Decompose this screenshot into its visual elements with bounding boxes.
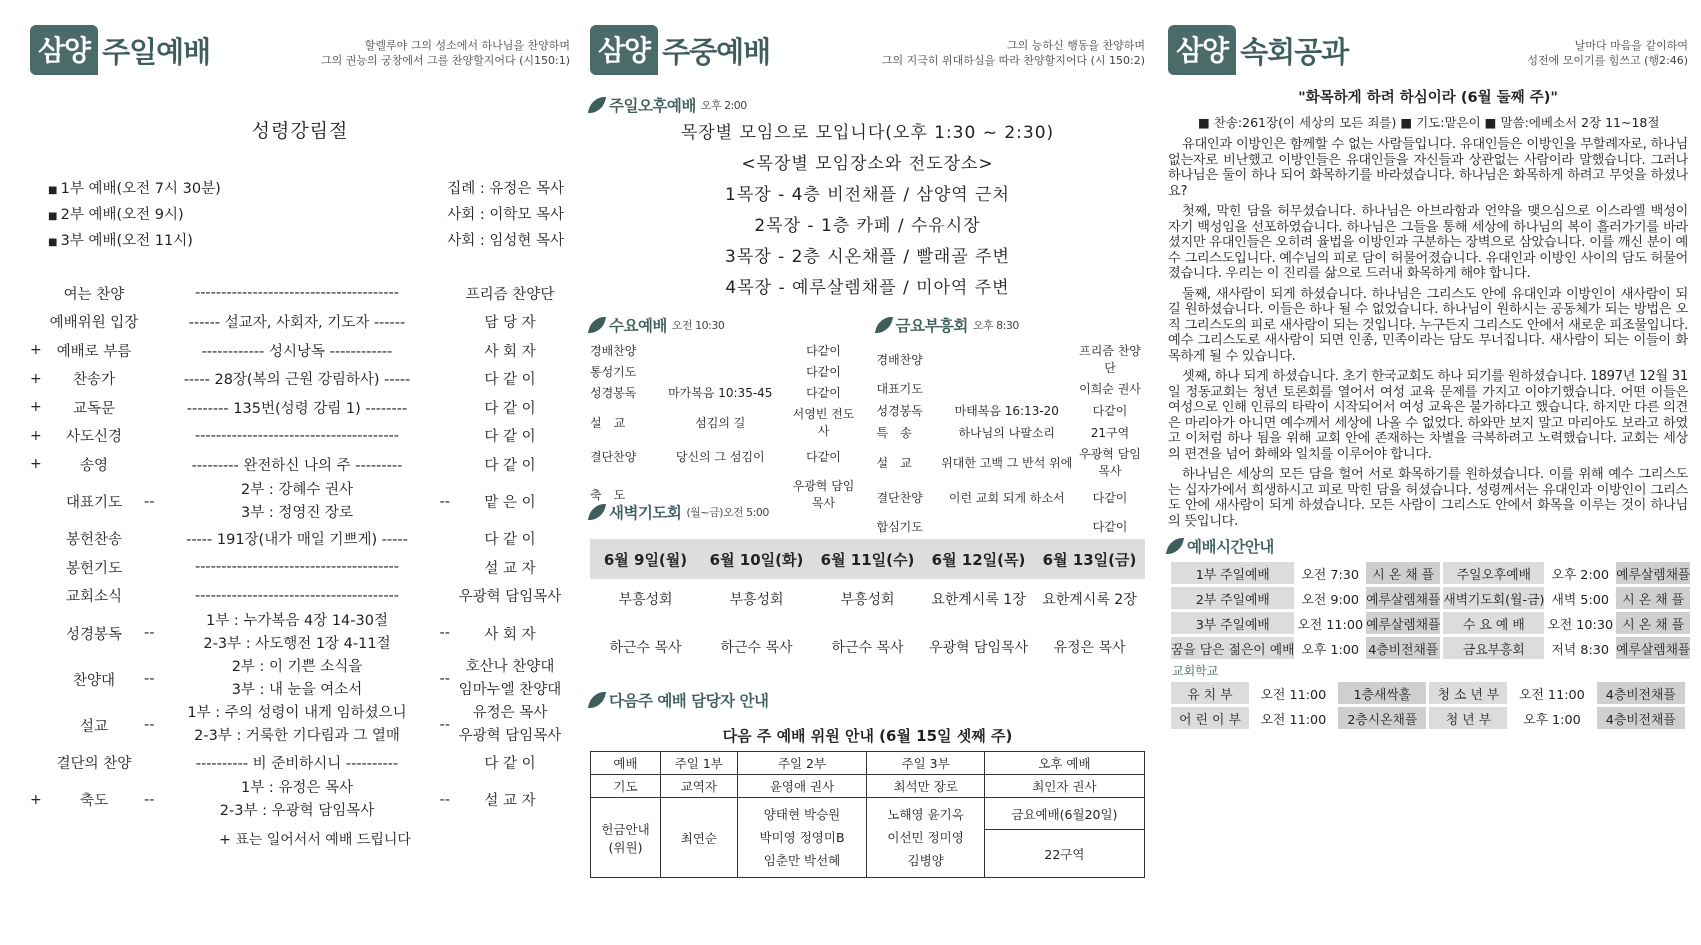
section-title: 주일예배 — [102, 34, 211, 69]
order-row — [30, 279, 570, 308]
leaf-icon — [874, 317, 892, 333]
stand-marker: + — [30, 427, 42, 444]
order-item-content: ------ 설교자, 사회자, 기도자 ------ — [188, 315, 406, 332]
line-1: 1부 : 누가복음 4장 14-30절 — [206, 613, 388, 629]
stand-marker: + — [30, 399, 42, 416]
time-cell: 오전 11:00 — [1297, 617, 1364, 633]
time-row — [1171, 612, 1690, 634]
header-cell: 오후 예배 — [984, 752, 1144, 775]
header-row — [591, 752, 1145, 775]
order-item-name: 교독문 — [72, 400, 116, 417]
time-cell: 오전 7:30 — [1301, 567, 1360, 583]
order-row — [30, 748, 570, 777]
name: 양태현 박승원 — [763, 807, 841, 822]
order-row — [30, 656, 570, 702]
time-cell: 예루살렘채플 — [1616, 637, 1690, 659]
cell-1: 마태복음 16:13-20 — [954, 403, 1059, 418]
cell-0: 경배찬양 — [876, 352, 923, 367]
time-cell: 오전 10:30 — [1547, 617, 1614, 633]
header-verse: 그의 능하신 행동을 찬양하며 그의 지극히 위대하심을 따라 찬양할지어다 (시 150:2) — [881, 39, 1145, 67]
cell-0: 대표기도 — [876, 382, 923, 396]
order-row — [30, 365, 570, 394]
cell-lesson-column — [1168, 0, 1691, 945]
dawn-text: 요한계시록 1장 — [931, 592, 1026, 608]
lesson-title: "화목하게 하려 하심이라 (6월 둘째 주)" — [1298, 90, 1558, 106]
leader-1: 호산나 찬양대 — [465, 659, 555, 675]
header-weekday — [590, 22, 1145, 80]
header-verse: 할렐루야 그의 성소에서 하나님을 찬양하며 그의 권능의 궁창에서 그를 찬양할지어다 (시150:1) — [320, 39, 570, 67]
time-row — [1171, 682, 1685, 704]
next-week-heading: 다음주 예배 담당자 안내 — [590, 689, 1145, 711]
order-item-name: 봉헌기도 — [65, 560, 123, 577]
next-week-title: 다음 주 예배 위원 안내 (6월 15일 셋째 주) — [722, 727, 1013, 745]
cell-2: 21구역 — [1090, 425, 1130, 440]
cell-2: 우광혁 담임목사 — [792, 479, 855, 510]
order-item-name: 찬송가 — [72, 372, 116, 389]
dash-left: -- — [144, 717, 155, 733]
cell-1 — [652, 361, 789, 382]
logo — [1168, 22, 1348, 78]
line-2: 3부 : 내 눈을 여소서 — [231, 682, 363, 698]
service-leader: 사회 : 임성현 목사 — [447, 233, 564, 249]
leaf-icon — [588, 317, 606, 333]
day: 6월 12일(목) — [931, 550, 1026, 569]
dawn-leader: 유정은 목사 — [1053, 640, 1126, 656]
time-cell: 3부 주일예배 — [1171, 612, 1294, 634]
time-cell: 2부 주일예배 — [1171, 587, 1294, 609]
afternoon-line: 1목장 - 4층 비전채플 / 삼양역 근처 — [725, 185, 1010, 205]
dawn-days — [590, 539, 1145, 579]
order-item-content — [154, 777, 439, 823]
cell-2: 우광혁 담임목사 — [1079, 447, 1141, 478]
wednesday-order — [590, 340, 859, 517]
header-lesson — [1168, 22, 1688, 80]
dash-right: -- — [439, 493, 450, 510]
order-item-leader: 다 같 이 — [484, 429, 536, 446]
section-title: 속회공과 — [1240, 34, 1349, 69]
order-item-name: 성경봉독 — [65, 626, 123, 643]
order-item-name: 대표기도 — [65, 495, 123, 511]
friday-label: 금요예배(6월20일) — [984, 798, 1144, 830]
name: 노해영 윤기옥 — [887, 807, 964, 822]
order-item-content: --------------------------------------- — [194, 587, 400, 604]
service-leader: 집례 : 유정은 목사 — [447, 181, 564, 197]
time-cell: 오전 11:00 — [1519, 687, 1585, 703]
time-cell: 4층비전채플 — [1597, 707, 1686, 729]
stand-marker: + — [30, 370, 42, 387]
order-row — [877, 513, 1146, 539]
name: 김병양 — [907, 853, 944, 868]
time-cell: 오후 1:00 — [1301, 642, 1360, 658]
time-cell: 시 온 채 플 — [1616, 612, 1690, 634]
service-row — [30, 203, 570, 229]
next-week-table — [590, 751, 1145, 878]
order-row — [30, 610, 570, 656]
order-item-leader: 프리즘 찬양단 — [465, 286, 555, 303]
times-heading: 예배시간안내 — [1168, 535, 1688, 557]
time-cell: 시 온 채 플 — [1616, 587, 1690, 609]
order-row — [877, 399, 1146, 421]
cell-2: 프리즘 찬양단 — [1079, 344, 1141, 375]
name: 임춘만 박선혜 — [763, 853, 841, 868]
dash-left: -- — [144, 625, 155, 641]
cell-2: 다같이 — [806, 365, 841, 379]
afternoon-line: 2목장 - 1층 카페 / 수유시장 — [754, 216, 981, 236]
lesson-paragraph: 첫째, 막힌 담을 허무셨습니다. 하나님은 아브라함과 언약을 맺으심으로 이스라엘 백성이 자기 백성임을 선포하였습니다. 하나님은 그들을 통해 세상에 하나님의 복이 흘러가기를 바라셨지만 유대인들은 오히려 율법을 이방인과 구분하는 장벽으로 삼았습니다. 이를 깨신 분이 예수 그리스도입니다. 예수님의 피로 담이 허물어졌습니다. 유대인과 이방인 사이의 담도 허물어졌습니다. 우리는 이 진리를 삶으로 드러내 화목하게 해야 합니다. — [1168, 204, 1688, 281]
cell-2: 이희순 권사 — [1079, 382, 1141, 396]
dawn-text: 요한계시록 2장 — [1042, 592, 1137, 608]
cell-1 — [939, 513, 1076, 539]
header-verse: 날마다 마음을 같이하여 성전에 모이기를 힘쓰고 (행2:46) — [1527, 39, 1688, 67]
cell-2: 다같이 — [806, 386, 841, 400]
order-item-leader: 우광혁 담임목사 — [458, 589, 562, 606]
afternoon-details — [590, 118, 1145, 304]
dash-left: -- — [144, 493, 155, 510]
offering-1: 최연순 — [661, 798, 738, 878]
afternoon-line: 목장별 모임으로 모입니다(오후 1:30 ~ 2:30) — [680, 123, 1055, 143]
stand-marker: + — [30, 791, 42, 808]
cell-0: 성경봉독 — [876, 403, 923, 418]
cell-1 — [939, 340, 1076, 378]
order-item-content: --------------------------------------- — [194, 427, 400, 444]
prayer-row — [591, 775, 1145, 798]
weekday-worship-column — [590, 0, 1145, 945]
cell-1: 섬김의 길 — [695, 415, 746, 430]
name: 이선민 정미영 — [887, 830, 964, 845]
service-list — [30, 177, 570, 255]
cell-2: 다같이 — [806, 449, 841, 464]
lesson-body — [1168, 137, 1688, 529]
order-item-content: -------- 135번(성령 강림 1) -------- — [186, 400, 408, 417]
cell-0: 통성기도 — [590, 365, 637, 379]
order-item-leader: 설 교 자 — [484, 793, 536, 809]
header-cell: 주일 2부 — [737, 752, 867, 775]
order-item-content: ---------- 비 준비하시니 ---------- — [195, 755, 399, 772]
cell-0: 합심기도 — [876, 519, 923, 534]
time-cell: 어 린 이 부 — [1171, 707, 1249, 729]
offering-2 — [737, 798, 867, 878]
service-time: ■ 1부 예배(오전 7시 30분) — [48, 177, 221, 203]
cell-1: 이런 교회 되게 하소서 — [948, 490, 1065, 505]
afternoon-line: <목장별 모임장소와 전도장소> — [741, 154, 994, 174]
cell-2: 다같이 — [1092, 403, 1128, 418]
dawn-heading: 새벽기도회 (월~금)오전 5:00 — [590, 501, 868, 523]
order-row — [590, 441, 859, 471]
dawn-leader: 하근수 목사 — [720, 640, 793, 656]
cell-1 — [652, 340, 789, 361]
leader-1: 유정은 목사 — [472, 705, 548, 721]
leaf-icon — [588, 692, 606, 708]
header-cell: 주일 3부 — [867, 752, 984, 775]
order-row — [30, 479, 570, 525]
dawn-leader: 하근수 목사 — [609, 640, 682, 656]
time-cell: 꿈을 담은 젊은이 예배 — [1171, 637, 1294, 659]
afternoon-line: 4목장 - 예루살렘채플 / 미아역 주변 — [725, 278, 1010, 298]
header-cell: 예배 — [591, 752, 661, 775]
day: 6월 11일(수) — [820, 550, 915, 569]
order-item-leader: 담 당 자 — [484, 315, 536, 332]
time-cell: 오후 2:00 — [1551, 567, 1610, 583]
cell-1 — [939, 378, 1076, 399]
time-cell: 오전 9:00 — [1301, 592, 1360, 608]
order-row — [590, 403, 859, 441]
time-cell: 오전 11:00 — [1260, 712, 1327, 728]
time-row — [1171, 637, 1690, 659]
order-item-leader: 다 같 이 — [484, 532, 536, 549]
time-cell: 시 온 채 플 — [1366, 562, 1440, 584]
dawn-text: 부흥성회 — [729, 592, 784, 608]
order-row — [590, 382, 859, 403]
order-row — [877, 421, 1146, 443]
prayer-cell: 최인자 권사 — [984, 775, 1144, 798]
order-row — [590, 361, 859, 382]
time-cell: 청 소 년 부 — [1429, 682, 1507, 704]
cell-0: 성경봉독 — [590, 386, 637, 400]
order-row — [590, 340, 859, 361]
sunday-worship-column — [30, 0, 570, 945]
prayer-cell: 교역자 — [661, 775, 738, 798]
cell-1: 위대한 고백 그 반석 위에 — [941, 455, 1073, 470]
order-row — [30, 553, 570, 582]
time-cell: 오후 1:00 — [1523, 712, 1581, 728]
order-row — [30, 422, 570, 451]
time-cell: 유 치 부 — [1171, 682, 1249, 704]
time-cell: 새벽기도회(월-금) — [1443, 587, 1544, 609]
leader-2: 우광혁 담임목사 — [458, 728, 562, 744]
order-item-content: ----- 28장(복의 근원 강림하사) ----- — [183, 372, 411, 389]
cell-0: 특 송 — [876, 425, 912, 440]
order-row — [877, 481, 1146, 513]
cell-1: 하나님의 나팔소리 — [958, 425, 1056, 440]
order-of-worship — [30, 279, 570, 823]
lesson-paragraph: 셋째, 하나 되게 하셨습니다. 초기 한국교회도 하나 되기를 원하셨습니다. 1897년 12월 31일 정동교회는 청년 토론회를 열어서 여성 교육 문제를 가지고 이야기했습니다. 어떤 이들은 여성으로 인해 인류의 타락이 시작되어서 여성 교육은 불가하다고 했습니다. 하지만 다른 의견은 마리아가 아니면 예수께서 세상에 나올 수 없었다. 하와만 보지 말고 마리아도 보라고 하였고 이처럼 하나 됨을 위해 교회 안에 존재하는 차별을 극복하려고 노력했습니다. 교회는 세상의 편견을 넘어 화해와 일치를 이루어야 합니다. — [1168, 369, 1688, 462]
order-item-content: ------------ 성시낭독 ------------ — [201, 343, 393, 360]
header-cell: 주일 1부 — [661, 752, 738, 775]
offering-label: 헌금안내 (위원) — [591, 798, 661, 878]
day: 6월 9일(월) — [603, 550, 688, 569]
cell-0: 축 도 — [590, 487, 626, 502]
cell-0: 설 교 — [876, 455, 912, 470]
dash-right: -- — [439, 717, 450, 733]
day: 6월 13일(금) — [1042, 550, 1137, 569]
line-1: 2부 : 이 기쁜 소식을 — [231, 659, 363, 675]
time-row — [1171, 707, 1685, 729]
line-2: 3부 : 정영진 장로 — [241, 504, 353, 521]
dash-left: -- — [144, 791, 155, 808]
order-item-name: 여는 찬양 — [63, 286, 125, 303]
prayer-cell: 최석만 장로 — [867, 775, 984, 798]
logo-tag: 삼양 — [1168, 25, 1236, 75]
order-item-leader: 다 같 이 — [484, 400, 536, 417]
wednesday-heading: 수요예배 오전 10:30 — [590, 314, 859, 336]
dawn-texts — [590, 579, 1145, 619]
friday-order — [877, 340, 1146, 539]
order-row — [30, 450, 570, 479]
logo-tag: 삼양 — [590, 25, 658, 75]
dawn-leader: 우광혁 담임목사 — [928, 640, 1029, 656]
church-school-table — [1168, 679, 1688, 732]
cell-2: 다같이 — [1092, 490, 1128, 505]
cell-1: 당신의 그 섬김이 — [675, 449, 765, 464]
time-cell: 수 요 예 배 — [1443, 612, 1544, 634]
order-item-name: 축도 — [79, 793, 108, 809]
time-cell: 1부 주일예배 — [1171, 562, 1294, 584]
order-item-content — [154, 479, 439, 525]
prayer-cell: 기도 — [591, 775, 661, 798]
cell-0: 결단찬양 — [876, 490, 923, 505]
dash-right: -- — [439, 791, 450, 808]
cell-2: 다같이 — [1092, 519, 1128, 534]
cell-0: 결단찬양 — [590, 449, 637, 464]
school-heading: 교회학교 — [1172, 664, 1219, 678]
line-2: 2-3부 : 우광혁 담임목사 — [219, 802, 375, 819]
order-item-leader: 다 같 이 — [484, 755, 536, 772]
time-cell: 금요부흥회 — [1443, 637, 1544, 659]
order-item-leader — [450, 702, 570, 748]
order-item-name: 예배위원 입장 — [49, 315, 139, 332]
time-cell: 저녁 8:30 — [1551, 642, 1610, 658]
afternoon-heading: 주일오후예배 오후 2:00 — [590, 94, 1145, 116]
line-1: 2부 : 강혜수 권사 — [241, 481, 353, 498]
time-cell: 청 년 부 — [1429, 707, 1507, 729]
name: 박미영 정영미B — [759, 830, 845, 845]
order-item-content — [154, 656, 439, 702]
order-item-content: --------------------------------------- — [194, 285, 400, 302]
friday-value: 22구역 — [984, 830, 1144, 878]
dawn-text: 부흥성회 — [840, 592, 895, 608]
service-row — [30, 229, 570, 255]
stand-marker: + — [30, 456, 42, 473]
order-row — [30, 308, 570, 337]
time-cell: 예루살렘채플 — [1616, 562, 1690, 584]
cell-2: 서영빈 전도사 — [792, 407, 855, 438]
logo — [30, 22, 210, 78]
order-item-leader: 맡 은 이 — [484, 495, 536, 511]
order-item-name: 예배로 부름 — [56, 343, 132, 360]
line-2: 2-3부 : 사도행전 1장 4-11절 — [203, 636, 391, 652]
line-1: 1부 : 주의 성령이 내게 임하셨으니 — [187, 705, 407, 721]
afternoon-line: 3목장 - 2층 시온채플 / 빨래골 주변 — [725, 247, 1010, 267]
service-time: ■ 2부 예배(오전 9시) — [48, 203, 184, 229]
time-cell: 새벽 5:00 — [1551, 592, 1610, 608]
time-cell: 예루살렘채플 — [1366, 612, 1440, 634]
leaf-icon — [588, 97, 606, 113]
line-1: 1부 : 유정은 목사 — [241, 779, 353, 796]
order-item-leader: 다 같 이 — [484, 457, 536, 474]
order-item-content — [154, 610, 439, 656]
order-row — [877, 378, 1146, 399]
time-cell: 2층시온채플 — [1338, 707, 1426, 729]
lesson-paragraph: 유대인과 이방인은 함께할 수 없는 사람들입니다. 유대인들은 이방인을 무할례자로, 하나님 없는자로 비난했고 이방인들은 유대인들을 자신들과 상관없는 사람이라 말했습니다. 그러나 하나님은 둘이 하나 되어 화목하기를 바라셨습니다. 하나님은 화목하게 하려고 무엇을 하셨나요? — [1168, 137, 1688, 199]
time-cell: 주일오후예배 — [1443, 562, 1544, 584]
header-sunday — [30, 22, 570, 80]
time-cell: 4층비전채플 — [1366, 637, 1440, 659]
prayer-cell: 윤영애 권사 — [737, 775, 867, 798]
logo — [590, 22, 770, 78]
cell-0: 경배찬양 — [590, 344, 637, 358]
lesson-paragraph: 하나님은 세상의 모든 담을 헐어 서로 화목하기를 원하셨습니다. 이를 위해 예수 그리스도는 십자가에서 희생하시고 피로 막힌 담을 허셨습니다. 성령께서는 유대인과 이방인이 그리스도 안에 새사람이 되게 하셨습니다. 모든 사람이 그리스도 안에서 화목을 이루는 것이 하나님의 뜻입니다. — [1168, 467, 1688, 529]
dash-left: -- — [144, 671, 155, 687]
dawn-text: 부흥성회 — [618, 592, 673, 608]
time-row — [1171, 587, 1690, 609]
order-item-name: 결단의 찬양 — [56, 755, 132, 772]
section-title: 주중예배 — [662, 34, 771, 69]
cell-0: 설 교 — [590, 415, 626, 430]
order-item-name: 찬양대 — [72, 672, 116, 689]
logo-tag: 삼양 — [30, 25, 98, 75]
lesson-meta: ■ 찬송:261장(이 세상의 모든 죄를) ■ 기도:맡은이 ■ 말씀:에베소서 2장 11~18절 — [1198, 115, 1660, 130]
dawn-leaders — [590, 619, 1145, 675]
service-row — [30, 177, 570, 203]
order-row — [877, 340, 1146, 378]
order-item-leader: 다 같 이 — [484, 372, 536, 389]
day: 6월 10일(화) — [709, 550, 804, 569]
order-row — [877, 443, 1146, 481]
lesson-paragraph: 둘째, 새사람이 되게 하셨습니다. 하나님은 그리스도 안에 유대인과 이방인이 새사람이 되길 원하셨습니다. 이들은 하나 될 수 없었습니다. 하나님이 원하시는 공동체가 되는 방법은 오직 그리스도의 피로 새사람이 되는 것입니다. 누구든지 그리스도 안에서 새로운 피조물입니다. 예수 그리스도로 새사람이 되면 인종, 민족이라는 담도 무너집니다. 새사람이 되는 이들이 화목하게 될 수 있습니다. — [1168, 286, 1688, 364]
order-item-name: 사도신경 — [65, 429, 123, 446]
footnote: + 표는 일어서서 예배 드립니다 — [219, 831, 411, 848]
time-cell: 예루살렘채플 — [1366, 587, 1440, 609]
order-item-content: ----- 191장(내가 매일 기쁘게) ----- — [186, 532, 408, 549]
page-title: 성령강림절 — [251, 120, 349, 142]
order-row — [30, 393, 570, 422]
dawn-leader: 하근수 목사 — [831, 640, 904, 656]
service-leader: 사회 : 이학모 목사 — [447, 207, 564, 223]
order-item-name: 봉헌찬송 — [65, 532, 123, 549]
order-row — [30, 336, 570, 365]
friday-heading: 금요부흥회 오후 8:30 — [877, 314, 1146, 336]
worship-times-table — [1168, 559, 1693, 662]
dash-right: -- — [439, 671, 450, 687]
offering-3 — [867, 798, 984, 878]
order-item-name: 교회소식 — [65, 589, 123, 606]
order-row — [30, 777, 570, 823]
time-row — [1171, 562, 1690, 584]
dash-right: -- — [439, 625, 450, 641]
order-item-name: 송영 — [79, 457, 108, 474]
order-item-leader: 설 교 자 — [484, 560, 536, 577]
line-2: 2-3부 : 거룩한 기다림과 그 열매 — [194, 728, 400, 744]
order-item-content: --------- 완전하신 나의 주 --------- — [191, 457, 403, 474]
service-time: ■ 3부 예배(오전 11시) — [48, 229, 193, 255]
order-item-content — [154, 702, 439, 748]
order-row — [30, 702, 570, 748]
order-item-name: 설교 — [79, 718, 108, 735]
time-cell: 4층비전채플 — [1597, 682, 1686, 704]
order-item-content: --------------------------------------- — [194, 559, 400, 576]
offering-row — [591, 798, 1145, 830]
order-item-leader — [450, 656, 570, 702]
order-row — [30, 582, 570, 611]
cell-1: 마가복음 10:35-45 — [668, 386, 773, 400]
stand-marker: + — [30, 342, 42, 359]
order-item-leader: 사 회 자 — [484, 626, 536, 643]
cell-2: 다같이 — [806, 344, 841, 358]
time-cell: 1층새싹홀 — [1338, 682, 1426, 704]
time-cell: 오전 11:00 — [1260, 687, 1327, 703]
order-row — [30, 525, 570, 554]
order-item-leader: 사 회 자 — [484, 343, 536, 360]
leaf-icon — [1166, 538, 1184, 554]
leader-2: 임마누엘 찬양대 — [458, 682, 562, 698]
